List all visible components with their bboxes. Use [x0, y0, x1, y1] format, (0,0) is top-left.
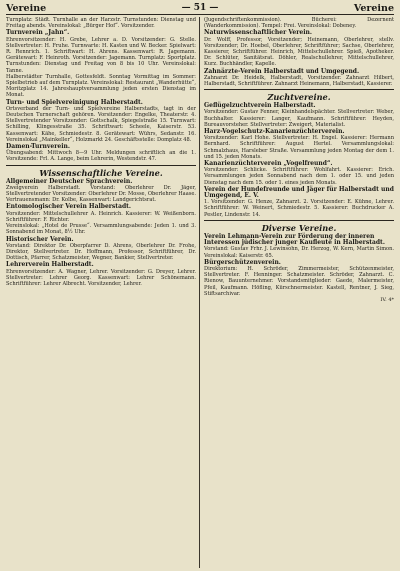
club-heading: Historischer Verein.	[6, 235, 74, 243]
paragraph: 1. Vorsitzender: G. Henze, Zahnarzt. 2. Vorsitzender: E. Kühne, Lehrer. Schriftführer: W. Weinert, Schmiedestr. 5. Kassierer: Buchdrucker A. Pestler, Lindenstr. 14.	[204, 199, 394, 218]
club-heading: Verein Lehmann-Verein zur Förderung der inneren Interessen jüdischer junger Kaufleute in Halberstadt.	[204, 232, 385, 247]
signature-mark: IV. 4*	[380, 296, 394, 303]
club-heading: Harz-Vogelschutz-Kanarienzüchterverein.	[204, 128, 345, 136]
club-heading: Damen-Turnverein.	[6, 143, 70, 151]
paragraph: Vorstand: Gustav Frhr. J. Lewinsohn, Dr. Herzog, W. Kern, Martin Simon. Vereinslokal: Kaiserstr. 65.	[204, 246, 394, 259]
club-heading: Verein der Hundefreunde und Jäger für Halberstadt und Umgegend, E. V.	[204, 185, 394, 200]
club-heading: Bürgerschützenverein.	[204, 258, 281, 266]
header-right: Vereine	[353, 3, 394, 14]
club-heading: Allgemeiner Deutscher Sprachverein.	[6, 177, 133, 185]
club-heading: Lehrerverein Halberstadt.	[6, 261, 94, 269]
paragraph: Halberstädter Turnhalle, Gottesfeldt. Sonntag Vormittag im Sommer: Spielbetrieb auf dem Turnplatz. Vereinslokal: Restaurant „Wanderhütte“, Moritzplatz 14. Jahreshauptversammlung jeden ersten Dienstag im Monat.	[6, 73, 196, 99]
paragraph: (Jugendschriftenkommission). Bücherei: Dezernent (Wanderkommission). Tempel: Frei. Vereinslokal: Dobeney.	[204, 17, 394, 30]
section-title: Wissenschaftliche Vereine.	[39, 167, 163, 178]
section-rule	[204, 220, 394, 221]
club-heading: Kanarienzüchterverein „Vogelfreund“.	[204, 160, 333, 168]
paragraph: Vorsitzender: Karl Hohe. Stellvertreter: H. Engel. Kassierer: Hermann Bernhard. Schriftführer: August Hertel. Versammlungslokal: Schmalzhaus, Harsleber Straße. Versammlung jeden Montag der dem 1. und 15. jeden Monats.	[204, 135, 394, 160]
paragraph: Vorsitzender: Schlicke. Schriftführer: Wohlfahrt. Kassierer: Erich. Versammlungen jeden Sonnabend nach dem 1. oder 15. und jeden Dienstag nach dem 15. oder 1. eines jeden Monats.	[204, 167, 394, 186]
paragraph: Zweigverein Halberstadt. Vorstand: Oberlehrer Dr. Jäger, Stellvertretender Vorsitzender: Oberlehrer Dr. Mosse, Oberlehrer Haase. Vertrauensmann: Dr. Kolbe, Kassenwart: Landgerichtsrat.	[6, 184, 196, 204]
club-heading: Entomologischer Verein Halberstadt.	[6, 203, 132, 211]
section-rule	[204, 89, 394, 90]
paragraph: Ortsverband der Turn- und Spielvereine Halberstadts, tagt in der Deutschen Turnerschaft gehören. Vorsitzender: Engelke, Theaterstr. 4. Stellvertretender Vorsitzender: Gottschalk, Spiegelstraße 15. Turnwart: Schilling, Klingesstraße 35. Schriftwart: Scheele, Kaiserstr. 53. Kassenwart: Kähe, Schmiedestr. 8. Gerätewart: Wührs, Sedanstr. 16. Vereinslokal „Mainkeller“, Holzmarkt 24. Geschäftsstelle: Domplatz 48.	[6, 105, 196, 143]
paragraph: Ehrenvorsitzender: A. Wagner, Lehrer. Vorsitzender: G. Dreyer, Lehrer. Stellvertreter: Lehrer Georg. Kassenwart: Lehrer Schönemann. Schriftführer: Lehrer Albrecht. Vorsitzender, Lehrer.	[6, 268, 196, 287]
paragraph: Dr. Wolff, Professor, Vorsitzender; Heinemann, Oberlehrer, stellv. Vorsitzender; Dr. Hoebel, Oberlehrer, Schriftführer; Sachse, Oberlehrer, Kassierer, Schriftführer. Heinrich, Mittelschullehrer. Spieß, Apotheker. Dr. Schlüter, Sanitätsrat. Döhler, Realschullehrer, Mittelschullehrer, Kurz. Buchhändler, Kapelle.	[204, 36, 394, 68]
paragraph: Direktorium: H. Schröder, Zimmermeister, Schützenmeister, Stellvertreter. F. Henninger. Schatzmeister. Schröder, Zahnarzt. C. Rienow, Bauunternehmer. Vorstandsmitglieder: Gaede, Malermeister, Pfeil, Kaufmann. Höfling, Kürschnermeister. Kastell, Rentner, J. Sieg, Stiftsarchivar.	[204, 265, 394, 297]
header-left: Vereine	[6, 3, 47, 14]
paragraph: Ehrenvorsitzender: H. Grebe, Lehrer a. D. Vorsitzender: G. Stelle. Stellvertreter: H. Fruhe. Turnwarte: H. Kasten und W. Becker. Spielwart: R. Rennrich. 1. Schriftwart: H. Ahrens. Kassenwart: R. Jagemann. Gerätewart: F. Heinroth. Vorsitzender: Jagemann. Turnplatz: Sportplatz. Turnstunden: Dienstag und Freitag von 8 bis 10 Uhr. Vereinslokal: Tanne.	[6, 36, 196, 74]
paragraph: Übungsabend: Mittwoch 8—9 Uhr. Meldungen schriftlich an die 1. Vorsitzende: Frl. A. Lange, beim Lehrerin, Westendstr. 47.	[6, 150, 196, 163]
club-heading: Zahnärzte-Verein Halberstadt und Umgegend.	[204, 67, 360, 75]
page-number: — 51 —	[181, 3, 219, 13]
section-rule	[6, 165, 196, 166]
page-header	[6, 0, 394, 15]
left-column	[6, 17, 196, 568]
section-title: Diverse Vereine.	[261, 222, 337, 233]
paragraph: Zahnarzt Dr. Heidelk, Halberstadt, Vorsitzender. Zahnarzt Hilbert, Halberstadt, Schriftführer. Zahnarzt Heinemann, Halberstadt, Kassierer.	[204, 74, 394, 88]
paragraph: Vorstand: Direktor Dr. Oberpfarrer D. Ahrens, Oberlehrer Dr. Frohe, Direktor, Stellvertreter. Dr. Hoffmann, Professor, Schriftführer, Dr. Dottisch, Pfarrer, Schatzmeister, Wegner, Bankier, Stellvertreter.	[6, 242, 196, 262]
club-heading: Naturwissenschaftlicher Verein.	[204, 29, 312, 37]
paragraph: Vorsitzender: Gustav Fenner, Kleinhandelspächter. Stellvertreter: Weber, Buchhalter. Kassierer: Langer, Kaufmann. Schriftführer: Heyden, Bureauvorsteher. Stellvertreter: Zweigert, Materialist.	[204, 109, 394, 128]
columns	[6, 17, 394, 568]
club-heading: Geflügelzuchtverein Halberstadt.	[204, 102, 316, 110]
paragraph: Vorsitzender: Mittelschullehrer A. Heinrich. Kassierer: W. Weißenborn. Schriftführer: F. Richter.	[6, 210, 196, 223]
paragraph: Vereinslokal: „Hotel de Prusse“. Versammlungsabende: Jeden 1. und 3. Sonnabend im Monat, 8½ Uhr.	[6, 223, 196, 236]
club-heading: Turnverein „Jahn“.	[6, 29, 70, 37]
paragraph: Turnplatz: Städt. Turnhalle an der Harzstr. Turnstunden: Dienstag und Freitag abends. Vereinslokal: „Bürger Hof“. Vorsitzender.	[6, 17, 196, 30]
section-title: Zuchtvereine.	[267, 92, 331, 103]
club-heading: Turn- und Spielvereinigung Halberstadt.	[6, 98, 143, 106]
right-column	[204, 17, 394, 568]
